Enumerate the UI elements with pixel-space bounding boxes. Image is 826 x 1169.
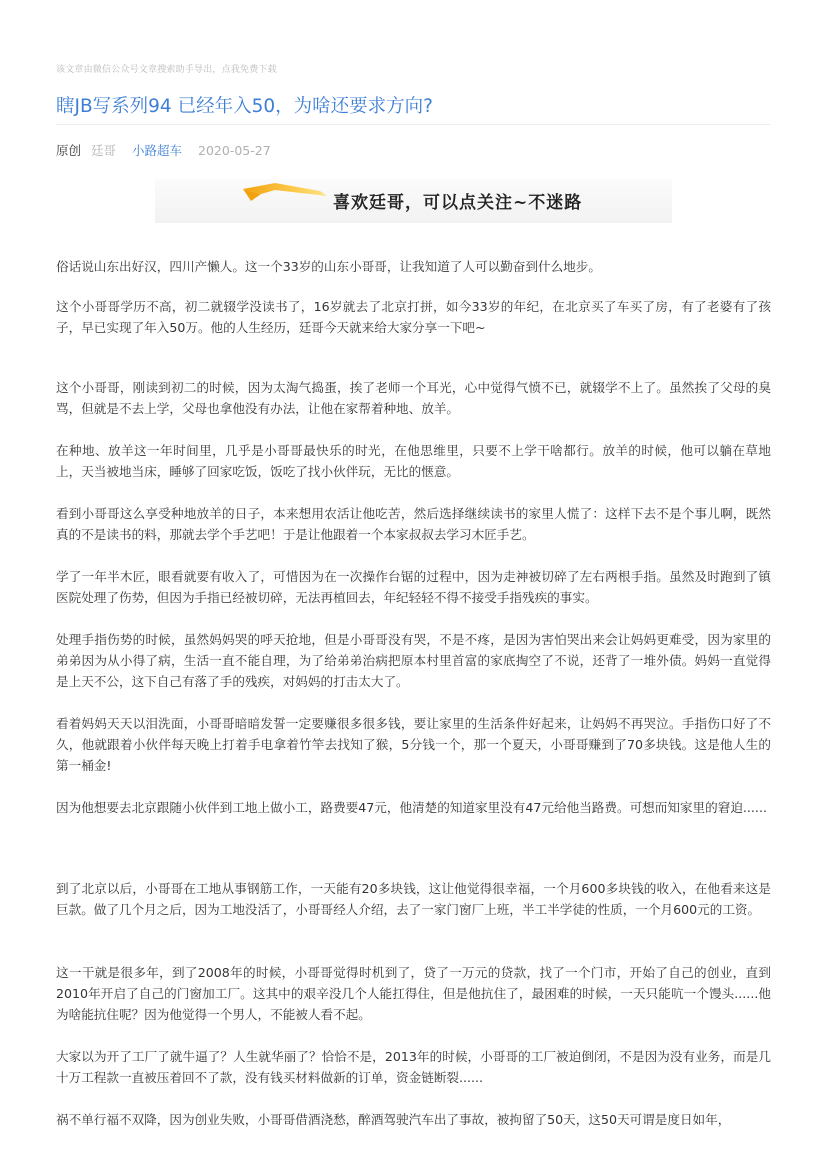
- paragraph-3: 这个小哥哥，刚读到初二的时候，因为太淘气捣蛋，挨了老师一个耳光，心中觉得气愤不已，就辍学不上了。虽然挨了父母的臭骂，但就是不去上学，父母也拿他没有办法，让他在家帮着种地、放羊。: [56, 380, 771, 416]
- author-name: 廷哥: [91, 143, 117, 158]
- paragraph-1: 俗话说山东出好汉，四川产懒人。这一个33岁的山东小哥哥，让我知道了人可以勤奋到什么地步。: [56, 259, 601, 274]
- paragraph-10: 到了北京以后，小哥哥在工地从事钢筋工作，一天能有20多块钱，这让他觉得很幸福，一个月600多块钱的收入，在他看来这是巨款。做了几个月之后，因为工地没活了，小哥哥经人介绍，去了一家门窗厂上班，半工半学徒的性质，一个月600元的工资。: [56, 881, 771, 917]
- paragraph-11: 这一干就是很多年，到了2008年的时候，小哥哥觉得时机到了，贷了一万元的贷款，找了一个门市，开始了自己的创业，直到2010年开启了自己的门窗加工厂。这其中的艰辛没几个人能扛得住，但是他抗住了，最困难的时候，一天只能吭一个馒头......他为啥能抗住呢？因为他觉得一个男人，不能被人看不起。: [56, 965, 771, 1022]
- paragraph-8: 看着妈妈天天以泪洗面，小哥哥暗暗发誓一定要赚很多很多钱，要让家里的生活条件好起来，让妈妈不再哭泣。手指伤口好了不久，他就跟着小伙伴每天晚上打着手电拿着竹竿去找知了猴，5分钱一个，那一个夏天，小哥哥赚到了70多块钱。这是他人生的第一桶金!: [56, 716, 771, 773]
- paragraph-2: 这个小哥哥学历不高，初二就辍学没读书了，16岁就去了北京打拼，如今33岁的年纪，在北京买了车买了房，有了老婆有了孩子，早已实现了年入50万。他的人生经历，廷哥今天就来给大家分享一下吧~: [56, 299, 771, 335]
- follow-banner: [155, 179, 672, 223]
- paragraph-9: 因为他想要去北京跟随小伙伴到工地上做小工，路费要47元，他清楚的知道家里没有47元给他当路费。可想而知家里的窘迫......: [56, 800, 767, 815]
- account-link[interactable]: 小路超车: [132, 143, 183, 158]
- original-tag: 原创: [56, 143, 82, 158]
- publish-date: 2020-05-27: [198, 143, 271, 158]
- paragraph-4: 在种地、放羊这一年时间里，几乎是小哥哥最快乐的时光，在他思维里，只要不上学干啥都行。放羊的时候，他可以躺在草地上，天当被地当床，睡够了回家吃饭，饭吃了找小伙伴玩，无比的惬意。: [56, 443, 771, 479]
- paragraph-5: 看到小哥哥这么享受种地放羊的日子，本来想用农活让他吃苦，然后选择继续读书的家里人慌了：这样下去不是个事儿啊，既然真的不是读书的料，那就去学个手艺吧！于是让他跟着一个本家叔叔去学习木匠手艺。: [56, 506, 771, 542]
- article-meta: [56, 141, 271, 159]
- paragraph-13: 祸不单行福不双降，因为创业失败，小哥哥借酒浇愁，醉酒驾驶汽车出了事故，被拘留了50天，这50天可谓是度日如年，: [56, 1112, 731, 1127]
- paragraph-12: 大家以为开了工厂了就牛逼了？人生就华丽了？恰恰不是，2013年的时候，小哥哥的工厂被迫倒闭，不是因为没有业务，而是几十万工程款一直被压着回不了款，没有钱买材料做新的订单，资金链断裂......: [56, 1049, 771, 1085]
- article-title: 瞎JB写系列94 已经年入50，为啥还要求方向?: [56, 96, 433, 117]
- banner-text: 喜欢廷哥，可以点关注~不迷路: [333, 193, 583, 213]
- export-notice-link[interactable]: 该文章由微信公众号文章搜索助手导出，点我免费下载: [56, 65, 277, 75]
- paragraph-6: 学了一年半木匠，眼看就要有收入了，可惜因为在一次操作台锯的过程中，因为走神被切碎了左右两根手指。虽然及时跑到了镇医院处理了伤势，但因为手指已经被切碎，无法再植回去，年纪轻轻不得不接受手指残疾的事实。: [56, 569, 771, 605]
- paragraph-7: 处理手指伤势的时候，虽然妈妈哭的呼天抢地，但是小哥哥没有哭，不是不疼，是因为害怕哭出来会让妈妈更难受，因为家里的弟弟因为从小得了病，生活一直不能自理，为了给弟弟治病把原本村里首富的家底掏空了不说，还背了一堆外债。妈妈一直觉得是上天不公，这下自己有落了手的残疾，对妈妈的打击太大了。: [56, 632, 771, 689]
- title-divider: [56, 124, 770, 125]
